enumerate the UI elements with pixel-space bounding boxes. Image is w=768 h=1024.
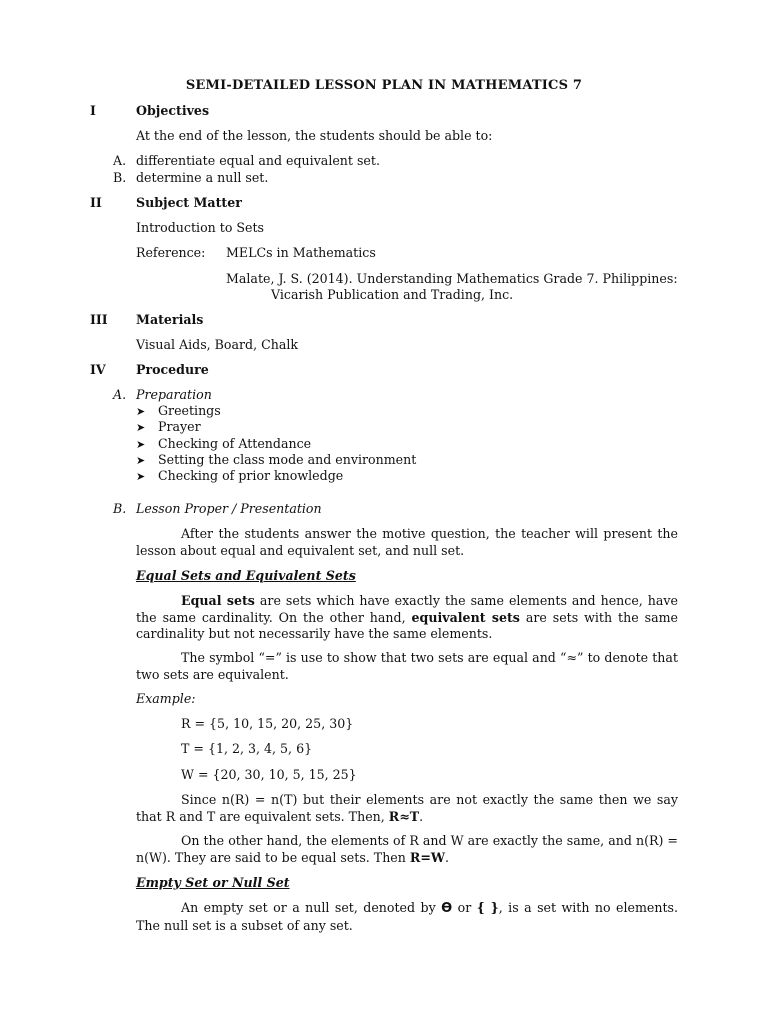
preparation-item: ➤ Setting the class mode and environment	[136, 452, 416, 470]
objective-marker-b: B.	[113, 170, 127, 185]
null-set-heading: Empty Set or Null Set	[136, 875, 290, 890]
preparation-item: ➤ Greetings	[136, 403, 221, 421]
objective-item-a: differentiate equal and equivalent set.	[136, 153, 380, 168]
preparation-item: ➤ Checking of prior knowledge	[136, 468, 343, 486]
procedure-heading: Procedure	[136, 362, 209, 377]
arrowhead-bullet-icon: ➤	[136, 421, 146, 434]
objective-item-b: determine a null set.	[136, 170, 269, 185]
definition-paragraph: Equal sets are sets which have exactly the same elements and hence, have the same cardinality. On the other hand, equivalent sets are sets with the same cardinality but not necessarily have the same elements.	[136, 593, 678, 641]
lesson-proper-label: Lesson Proper / Presentation	[136, 501, 322, 516]
preparation-marker: A.	[113, 387, 127, 402]
page-title: SEMI-DETAILED LESSON PLAN IN MATHEMATICS 7	[185, 78, 583, 93]
null-set-symbol: ϴ	[441, 901, 453, 916]
empty-braces: { }	[476, 900, 499, 915]
lesson-proper-marker: B.	[113, 501, 127, 516]
reference-label: Reference:	[136, 245, 206, 260]
example-label: Example:	[136, 691, 196, 706]
equal-example-paragraph: On the other hand, the elements of R and W are exactly the same, and n(R) = n(W). They are said to be equal sets. Then R=W.	[136, 833, 678, 865]
procedure-number: IV	[90, 362, 106, 377]
arrowhead-bullet-icon: ➤	[136, 405, 146, 418]
set-w: W = {20, 30, 10, 5, 15, 25}	[181, 767, 357, 782]
subject-topic: Introduction to Sets	[136, 220, 265, 235]
preparation-label: Preparation	[136, 387, 212, 402]
reference-melcs: MELCs in Mathematics	[226, 245, 376, 260]
reference-book-line1: Malate, J. S. (2014). Understanding Mathematics Grade 7. Philippines:	[226, 271, 678, 286]
null-set-paragraph: An empty set or a null set, denoted by ϴ or { }, is a set with no elements. The null set is a subset of any set.	[136, 900, 679, 933]
materials-list: Visual Aids, Board, Chalk	[136, 337, 299, 352]
set-t: T = {1, 2, 3, 4, 5, 6}	[181, 741, 313, 756]
equivalent-example-paragraph: Since n(R) = n(T) but their elements are not exactly the same then we say that R and T are equivalent sets. Then, R≈T.	[136, 792, 678, 824]
arrowhead-bullet-icon: ➤	[136, 438, 146, 451]
preparation-item: ➤ Checking of Attendance	[136, 436, 311, 454]
equal-sets-heading: Equal Sets and Equivalent Sets	[136, 568, 356, 583]
objective-marker-a: A.	[113, 153, 127, 168]
symbol-paragraph: The symbol “=” is use to show that two sets are equal and “≈” to denote that two sets are equivalent.	[136, 650, 678, 682]
preparation-item: ➤ Prayer	[136, 419, 201, 437]
materials-heading: Materials	[136, 312, 204, 327]
set-r: R = {5, 10, 15, 20, 25, 30}	[181, 716, 354, 731]
objectives-number: I	[90, 103, 96, 118]
objectives-heading: Objectives	[136, 103, 210, 118]
arrowhead-bullet-icon: ➤	[136, 454, 146, 467]
subject-matter-number: II	[90, 195, 102, 210]
arrowhead-bullet-icon: ➤	[136, 470, 146, 483]
objectives-intro: At the end of the lesson, the students should be able to:	[136, 128, 493, 143]
materials-number: III	[90, 312, 108, 327]
subject-matter-heading: Subject Matter	[136, 195, 242, 210]
lesson-intro-paragraph: After the students answer the motive question, the teacher will present the lesson about equal and equivalent set, and null set.	[136, 526, 678, 558]
reference-book-line2: Vicarish Publication and Trading, Inc.	[271, 287, 514, 302]
